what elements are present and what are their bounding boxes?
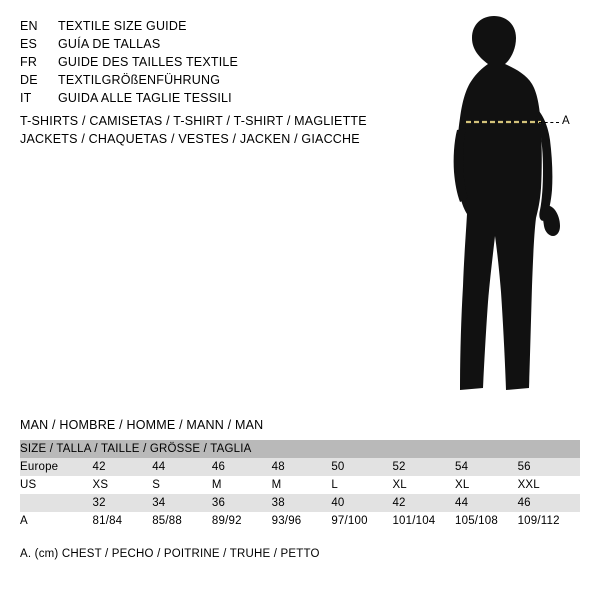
footnote-chest-measure: A. (cm) CHEST / PECHO / POITRINE / TRUHE / PETTO (20, 548, 320, 560)
cell: 46 (212, 458, 272, 476)
cell: 46 (518, 494, 580, 512)
language-code: EN (20, 19, 38, 33)
cell: 89/92 (212, 512, 272, 530)
language-list (20, 17, 380, 107)
language-text: GUIDE DES TAILLES TEXTILE (58, 55, 239, 69)
male-figure-illustration (410, 10, 600, 400)
measure-leader-line (539, 122, 559, 124)
cell: XL (392, 476, 455, 494)
cell: 38 (272, 494, 332, 512)
cell: 40 (331, 494, 392, 512)
cell: XS (93, 476, 153, 494)
row-label: US (20, 476, 93, 494)
language-row (20, 89, 380, 107)
language-text: TEXTILE SIZE GUIDE (58, 19, 187, 33)
language-code: FR (20, 55, 38, 69)
table-row (20, 494, 580, 512)
cell: 93/96 (272, 512, 332, 530)
language-text: GUIDA ALLE TAGLIE TESSILI (58, 91, 232, 105)
language-row (20, 53, 380, 71)
garment-line-jackets: JACKETS / CHAQUETAS / VESTES / JACKEN / GIACCHE (20, 132, 360, 146)
table-header-label: SIZE / TALLA / TAILLE / GRÖSSE / TAGLIA (20, 440, 580, 458)
row-label (20, 494, 93, 512)
language-text: TEXTILGRÖßENFÜHRUNG (58, 73, 221, 87)
table-row (20, 476, 580, 494)
cell: M (272, 476, 332, 494)
row-label: Europe (20, 458, 93, 476)
garment-line-tshirts: T-SHIRTS / CAMISETAS / T-SHIRT / T-SHIRT / MAGLIETTE (20, 114, 367, 128)
row-label: A (20, 512, 93, 530)
cell: 42 (392, 494, 455, 512)
cell: 52 (392, 458, 455, 476)
table-row (20, 458, 580, 476)
cell: 34 (152, 494, 212, 512)
language-text: GUÍA DE TALLAS (58, 37, 161, 51)
cell: 48 (272, 458, 332, 476)
cell: 105/108 (455, 512, 518, 530)
cell: 97/100 (331, 512, 392, 530)
cell: XL (455, 476, 518, 494)
table-header-row (20, 440, 580, 458)
body-silhouette-icon (410, 10, 600, 400)
table-row (20, 512, 580, 530)
cell: 42 (93, 458, 153, 476)
table-title: MAN / HOMBRE / HOMME / MANN / MAN (20, 418, 264, 432)
size-table-block (20, 418, 580, 530)
language-row (20, 35, 380, 53)
cell: 44 (152, 458, 212, 476)
language-row (20, 71, 380, 89)
cell: 44 (455, 494, 518, 512)
cell: 50 (331, 458, 392, 476)
language-code: ES (20, 37, 38, 51)
cell: 54 (455, 458, 518, 476)
language-code: DE (20, 73, 38, 87)
cell: XXL (518, 476, 580, 494)
garment-type-list (20, 112, 400, 148)
size-table (20, 440, 580, 530)
cell: S (152, 476, 212, 494)
language-row (20, 17, 380, 35)
cell: L (331, 476, 392, 494)
cell: 101/104 (392, 512, 455, 530)
cell: 32 (93, 494, 153, 512)
language-code: IT (20, 91, 32, 105)
cell: 109/112 (518, 512, 580, 530)
cell: 56 (518, 458, 580, 476)
cell: 85/88 (152, 512, 212, 530)
cell: 81/84 (93, 512, 153, 530)
measure-label-a: A (562, 115, 571, 127)
cell: M (212, 476, 272, 494)
cell: 36 (212, 494, 272, 512)
